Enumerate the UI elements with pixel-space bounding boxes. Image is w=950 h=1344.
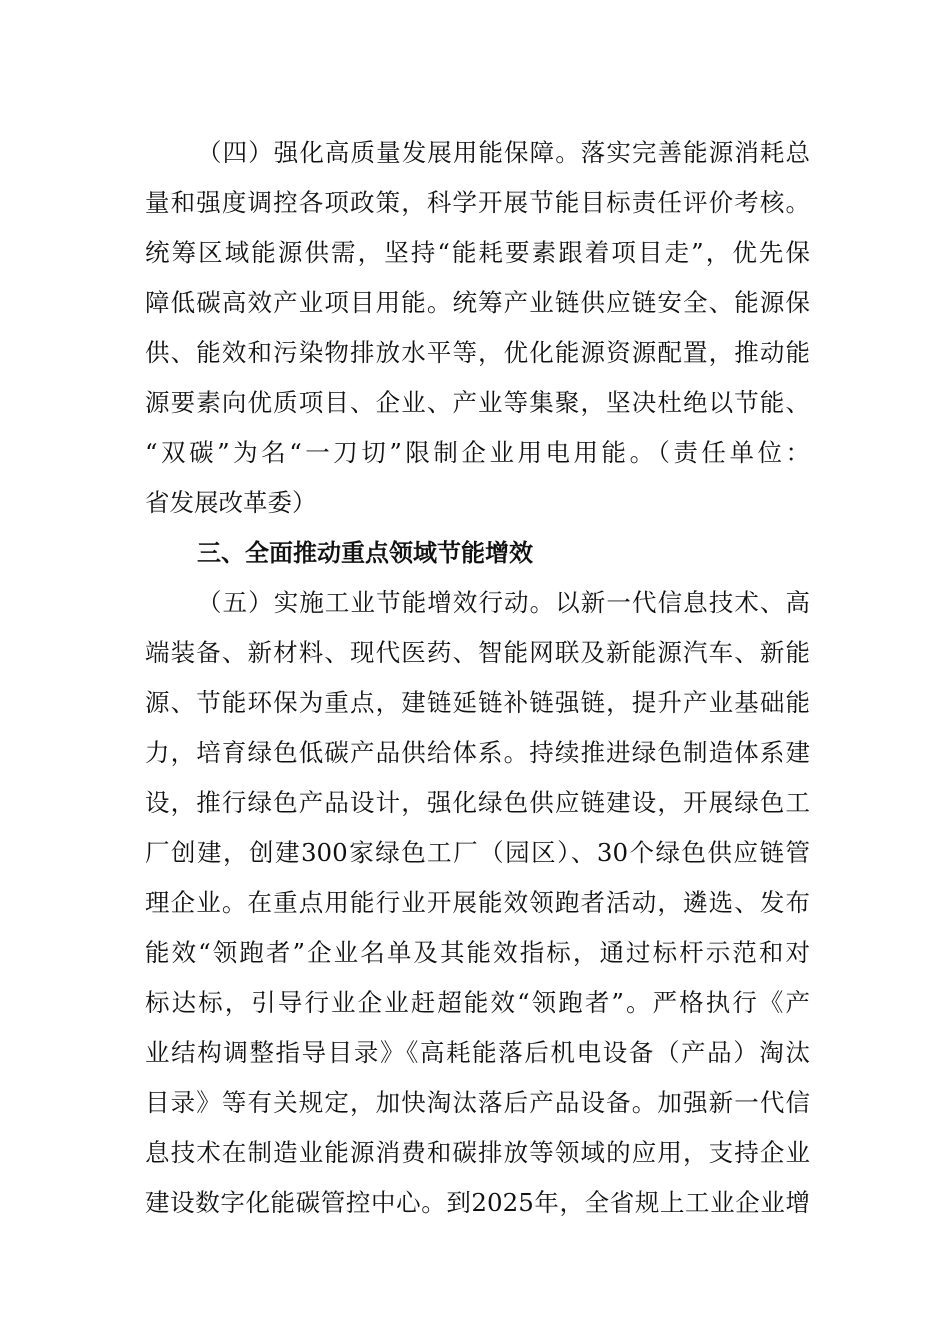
paragraph-line: 端装备、新材料、现代医药、智能网联及新能源汽车、新能 — [145, 638, 810, 667]
paragraph-line: 业结构调整指导目录》《高耗能落后机电设备（产品）淘汰 — [145, 1038, 810, 1067]
paragraph-line: 省发展改革委） — [145, 488, 317, 517]
paragraph-line: “双碳”为名“一刀切”限制企业用电用能。（责任单位： — [145, 438, 810, 467]
paragraph-line: 源、节能环保为重点，建链延链补链强链，提升产业基础能 — [145, 688, 810, 717]
paragraph-line: 量和强度调控各项政策，科学开展节能目标责任评价考核。 — [145, 188, 810, 217]
section-heading: 三、全面推动重点领域节能增效 — [197, 539, 533, 567]
paragraph-line: 能效“领跑者”企业名单及其能效指标，通过标杆示范和对 — [145, 938, 810, 967]
document-body — [145, 128, 810, 1228]
paragraph-line: 统筹区域能源供需，坚持“能耗要素跟着项目走”，优先保 — [145, 238, 810, 267]
paragraph-line: 厂创建，创建300家绿色工厂（园区）、30个绿色供应链管 — [145, 838, 810, 867]
paragraph-line: 设，推行绿色产品设计，强化绿色供应链建设，开展绿色工 — [145, 788, 810, 817]
paragraph-line: 障低碳高效产业项目用能。统筹产业链供应链安全、能源保 — [145, 288, 810, 317]
paragraph-line: 供、能效和污染物排放水平等，优化能源资源配置，推动能 — [145, 338, 810, 367]
paragraph-line: 建设数字化能碳管控中心。到2025年，全省规上工业企业增 — [145, 1188, 810, 1217]
paragraph-line: （五）实施工业节能增效行动。以新一代信息技术、高 — [197, 588, 810, 617]
paragraph-line: 力，培育绿色低碳产品供给体系。持续推进绿色制造体系建 — [145, 738, 810, 767]
paragraph-line: 源要素向优质项目、企业、产业等集聚，坚决杜绝以节能、 — [145, 388, 810, 417]
paragraph-line: 息技术在制造业能源消费和碳排放等领域的应用，支持企业 — [145, 1138, 810, 1167]
paragraph-line: 理企业。在重点用能行业开展能效领跑者活动，遴选、发布 — [145, 888, 810, 917]
paragraph-line: 目录》等有关规定，加快淘汰落后产品设备。加强新一代信 — [145, 1088, 810, 1117]
paragraph-line: （四）强化高质量发展用能保障。落实完善能源消耗总 — [197, 138, 810, 167]
paragraph-line: 标达标，引导行业企业赶超能效“领跑者”。严格执行《产 — [145, 988, 810, 1017]
